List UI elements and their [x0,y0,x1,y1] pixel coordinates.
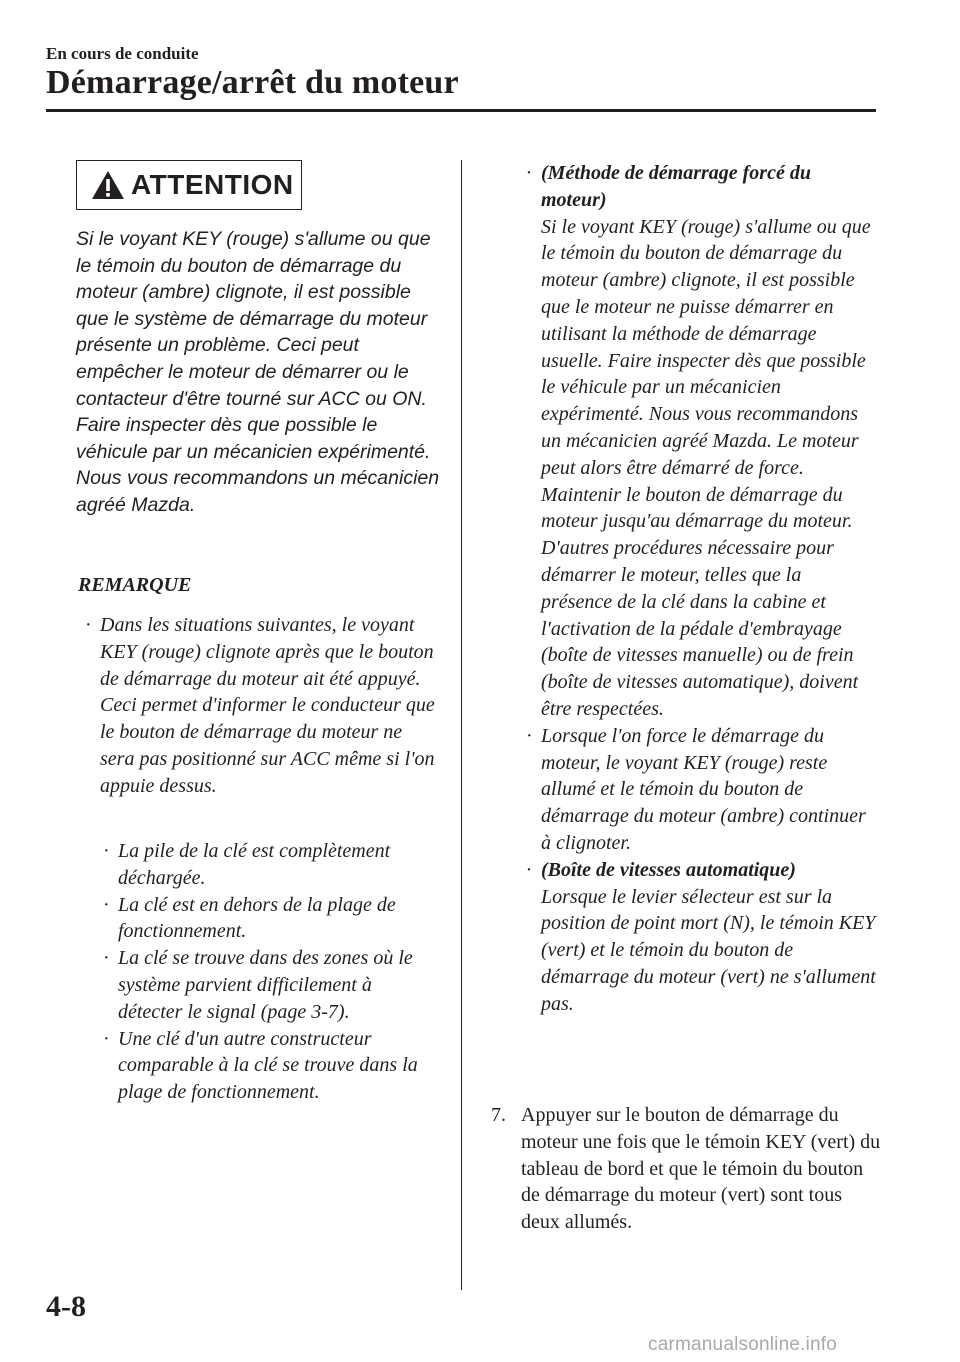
attention-label: ATTENTION [131,169,294,200]
bullet-icon: · [85,614,91,636]
forced-start-item [517,160,877,214]
forced-start-text: Si le voyant KEY (rouge) s'allume ou que le témoin du bouton de démarrage du moteur (ambre) clignote, il est possible que le moteur ne puisse démarrer en utilisant la méthode de démarrage usuelle. Faire inspecter dès que possible le véhicule par un mécanicien expérimenté. Nous vous recommandons un mécanicien agréé Mazda. Le moteur peut alors être démarré de force. Maintenir le bouton de démarrage du moteur jusqu'au démarrage du moteur. D'autres procédures nécessaire pour démarrer le moteur, telles que la présence de la clé dans la cabine et l'activation de la pédale d'embrayage (boîte de vitesses manuelle) ou de frein (boîte de vitesses automatique), doivent être respectées. [541,215,871,720]
right-column [517,160,877,1018]
forced-start-note: · Lorsque l'on force le démarrage du moteur, le voyant KEY (rouge) reste allumé et le témoin du bouton de démarrage du moteur (ambre) continuer à clignoter. [517,723,877,857]
remarque-list [94,838,436,1106]
attention-text: Si le voyant KEY (rouge) s'allume ou que le témoin du bouton de démarrage du moteur (ambre) clignote, il est possible que le système de démarrage du moteur présente un problème. Ceci peut empêcher le moteur de démarrer ou le contacteur d'être tourné sur ACC ou ON. Faire inspecter dès que possible le véhicule par un mécanicien expérimenté. Nous vous recommandons un mécanicien agréé Mazda. [76,228,440,516]
watermark: carmanualsonline.info [648,1334,838,1355]
list-item: · La clé est en dehors de la plage de fonctionnement. [94,892,436,946]
remarque-heading: REMARQUE [78,574,192,596]
attention-box [76,160,302,210]
bullet-icon: · [526,724,532,747]
warning-triangle-icon [91,170,125,200]
bullet-icon: · [525,858,533,881]
list-item: · La clé se trouve dans des zones où le système parvient difficilement à détecter le signal (page 3-7). [94,945,436,1025]
step-number: 7. [491,1104,506,1126]
bullet-icon: · [103,947,109,970]
auto-trans-text: Lorsque le levier sélecteur est sur la position de point mort (N), le témoin KEY (vert) et le témoin du bouton de démarrage du moteur (vert) ne s'allument pas. [541,885,876,1015]
bullet-icon: · [525,162,533,184]
section-label: En cours de conduite [46,44,199,63]
forced-start-heading: (Méthode de démarrage forcé du moteur) [541,162,811,211]
list-item: · Une clé d'un autre constructeur comparable à la clé se trouve dans la plage de fonctionnement. [94,1026,436,1106]
list-item: · La pile de la clé est complètement déchargée. [94,838,436,892]
step-7 [491,1102,881,1236]
bullet-icon: · [103,1027,109,1050]
bullet-icon: · [103,840,109,862]
page-title: Démarrage/arrêt du moteur [46,64,459,101]
remarque-intro [76,612,436,800]
bullet-icon: · [103,893,109,916]
remarque-intro-text: Dans les situations suivantes, le voyant KEY (rouge) clignote après que le bouton de démarrage du moteur ait été appuyé. Ceci permet d'informer le conducteur que le bouton de démarrage du moteur ne sera pas positionné sur ACC même si l'on appuie dessus. [100,614,435,797]
title-rule [46,109,876,112]
auto-trans-item [517,857,877,884]
page-number: 4-8 [46,1290,86,1323]
step-text: Appuyer sur le bouton de démarrage du moteur une fois que le témoin KEY (vert) du tableau de bord et que le témoin du bouton de démarrage du moteur (vert) sont tous deux allumés. [521,1104,881,1234]
auto-trans-heading: (Boîte de vitesses automatique) [541,858,796,881]
column-divider [461,160,462,1290]
